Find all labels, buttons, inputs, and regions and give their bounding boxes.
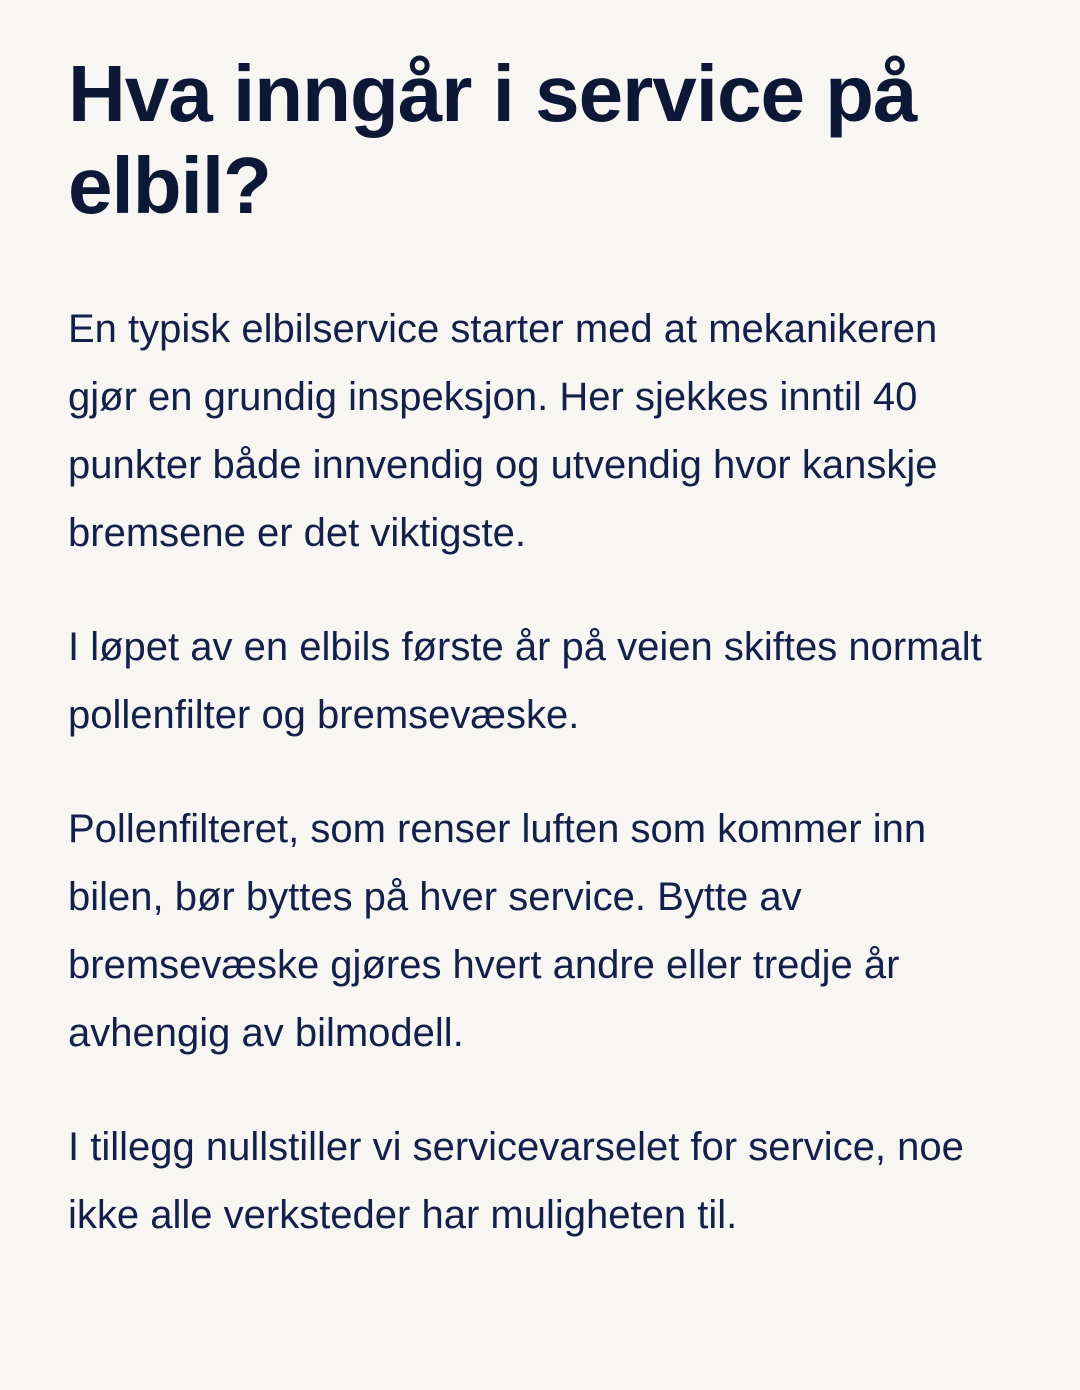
article-title: Hva inngår i service på elbil? xyxy=(68,49,917,230)
article-paragraph-service-reset: I tillegg nullstiller vi servicevarselet for service, noe ikke alle verksteder har muligheten til. xyxy=(68,1125,964,1237)
article-paragraph-first-year: I løpet av en elbils første år på veien skiftes normalt pollenfilter og bremsevæske. xyxy=(68,625,982,737)
article-paragraph-pollen-filter: Pollenfilteret, som renser luften som kommer inn bilen, bør byttes på hver service. Bytte av bremsevæske gjøres hvert andre eller tredje år avhengig av bilmodell. xyxy=(68,807,927,1055)
article-paragraph-inspection: En typisk elbilservice starter med at mekanikeren gjør en grundig inspeksjon. Her sjekkes inntil 40 punkter både innvendig og utvendig hvor kanskje bremsene er det viktigste. xyxy=(68,307,938,555)
